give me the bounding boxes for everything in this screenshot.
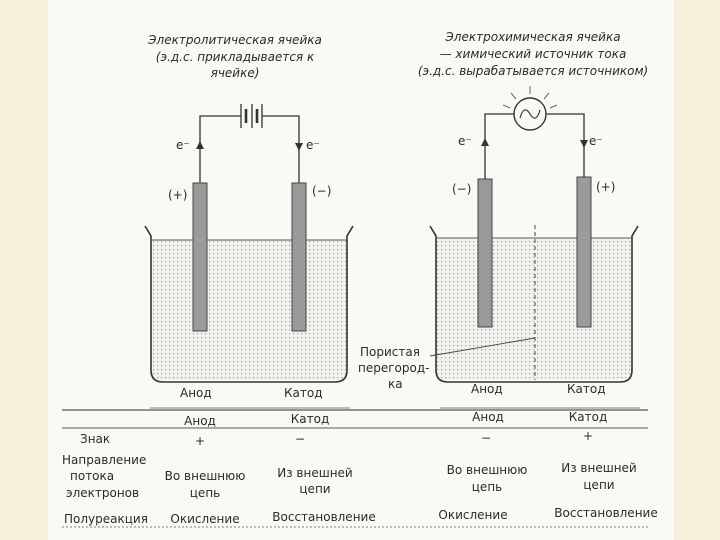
table-header-cell: Анод [472, 410, 504, 424]
table-cell: Окисление [438, 508, 508, 522]
table-cell: + [194, 434, 206, 448]
right-title-line1: Электрохимическая ячейка [445, 30, 621, 44]
left-title-line2: (э.д.с. прикладывается к [155, 50, 315, 64]
left-cathode-label: Катод [284, 386, 323, 400]
table-cell: Из внешней [277, 466, 353, 480]
row-label-flow-line2: потока [70, 469, 115, 483]
table-cell: Во внешнюю [446, 463, 528, 477]
battery-icon [241, 104, 262, 128]
galvanic-cell [430, 86, 638, 382]
row-label-flow-line1: Направление [62, 453, 147, 467]
right-electron-label-anode: e⁻ [458, 134, 472, 148]
right-wire-anode [485, 114, 514, 179]
table-header-cell: Анод [184, 414, 216, 428]
right-wire-cathode [546, 114, 584, 177]
left-electrolyte [151, 240, 347, 380]
left-electron-label-cathode: e⁻ [306, 138, 320, 152]
left-wire-anode [200, 116, 241, 183]
left-title-line1: Электролитическая ячейка [148, 33, 322, 47]
table-cell: − [480, 431, 492, 445]
table-cell: Восстановление [554, 506, 658, 520]
left-arrow-down-icon [295, 143, 303, 151]
left-anode-label: Анод [180, 386, 212, 400]
table-cell: Во внешнюю [164, 469, 246, 483]
row-label-flow-line3: электронов [66, 486, 140, 500]
table-cell: цепи [299, 482, 331, 496]
right-anode-electrode [478, 179, 492, 327]
right-title-line2: — химический источник тока [439, 47, 627, 61]
row-label-half-reaction: Полуреакция [64, 512, 148, 526]
right-anode-label: Анод [471, 382, 503, 396]
left-sign-cathode: (−) [312, 184, 332, 198]
left-wire-cathode [262, 116, 299, 183]
table-header-cell: Катод [290, 412, 330, 426]
partition-label-line3: ка [388, 377, 403, 391]
table-cell: Восстановление [272, 510, 376, 524]
right-cathode-label: Катод [567, 382, 606, 396]
right-electron-label-cathode: e⁻ [589, 134, 603, 148]
left-sign-anode: (+) [168, 188, 188, 202]
right-arrow-up-icon [481, 138, 489, 146]
table-cell: цепи [583, 478, 615, 492]
lamp-icon [503, 86, 557, 130]
right-cathode-electrode [577, 177, 591, 327]
table-header-cell: Катод [568, 410, 608, 424]
right-sign-cathode: (+) [596, 180, 616, 194]
right-sign-anode: (−) [452, 182, 472, 196]
right-title-line3: (э.д.с. вырабатывается источником) [417, 64, 649, 78]
table-cell: цепь [189, 486, 221, 500]
partition-label-line2: перегород- [358, 361, 430, 375]
table-cell: Окисление [170, 512, 240, 526]
table-cell: Из внешней [561, 461, 637, 475]
table-cell: + [582, 429, 594, 443]
left-anode-electrode [193, 183, 207, 331]
table-cell: цепь [471, 480, 503, 494]
right-electrolyte [436, 238, 632, 379]
left-cathode-electrode [292, 183, 306, 331]
left-electron-label-anode: e⁻ [176, 138, 190, 152]
row-label-sign: Знак [80, 432, 111, 446]
table-cell: − [294, 432, 306, 446]
right-arrow-down-icon [580, 140, 588, 148]
left-title-line3: ячейке) [210, 66, 260, 80]
left-arrow-up-icon [196, 141, 204, 149]
partition-label-line1: Пористая [360, 345, 420, 359]
